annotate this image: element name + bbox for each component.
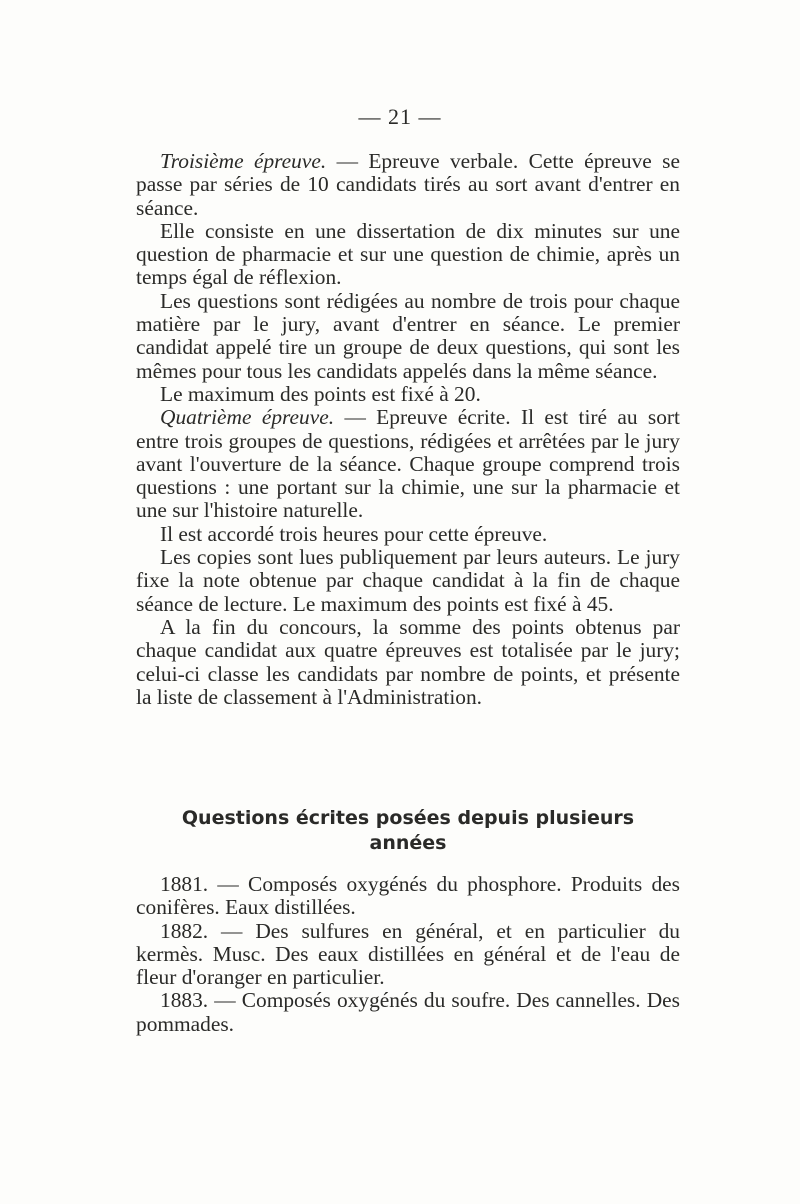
questions-list — [136, 873, 680, 1036]
list-item: 1881. — Composés oxygénés du phosphore. Produits des conifères. Eaux distillées. — [136, 872, 680, 920]
section-title — [136, 806, 680, 856]
page-number: — 21 — — [358, 104, 442, 129]
paragraph — [136, 383, 680, 406]
paragraph-lead: Troisième épreuve. — [160, 149, 327, 173]
paragraph-text: — Epreuve verbale. Cette épreuve se passe par séries de 10 candidats tirés au sort avant d'entrer en séance. — [136, 149, 680, 220]
paragraph-text: — Epreuve écrite. Il est tiré au sort entre trois groupes de questions, rédigées et arrêtées par le jury avant l'ouverture de la séance. Chaque groupe comprend trois questions : une portant sur la chimie, une sur la pharmacie et une sur l'histoire naturelle. — [136, 405, 681, 523]
paragraph — [136, 523, 680, 546]
body-text — [136, 150, 680, 709]
list-item: 1883. — Composés oxygénés du soufre. Des cannelles. Des pommades. — [136, 988, 680, 1036]
paragraph — [136, 220, 680, 290]
paragraph-text: Les copies sont lues publiquement par leurs auteurs. Le jury fixe la note obtenue par chaque candidat à la fin de chaque séance de lecture. Le maximum des points est fixé à 45. — [136, 545, 680, 616]
paragraph-text: Il est accordé trois heures pour cette épreuve. — [160, 521, 548, 546]
paragraph — [136, 150, 680, 220]
paragraph-text: A la fin du concours, la somme des points obtenus par chaque candidat aux quatre épreuves est totalisée par le jury; celui-ci classe les candidats par nombre de points, et présente la liste de classement à l'Administration. — [136, 614, 680, 709]
list-item: 1882. — Des sulfures en général, et en particulier du kermès. Musc. Des eaux distillées en général et de l'eau de fleur d'oranger en particulier. — [136, 918, 680, 990]
paragraph-text: Elle consiste en une dissertation de dix minutes sur une question de pharmacie et sur une question de chimie, après un temps égal de réflexion. — [136, 218, 680, 290]
paragraph-lead: Quatrième épreuve. — [160, 405, 335, 430]
paragraph-text: Les questions sont rédigées au nombre de trois pour chaque matière par le jury, avant d'entrer en séance. Le premier candidat appelé tire un groupe de deux questions, qui sont les mêmes pour tous les candidats appelés dans la même séance. — [136, 288, 680, 383]
paragraph-text: Le maximum des points est fixé à 20. — [160, 381, 481, 406]
paragraph — [136, 546, 680, 616]
paragraph — [136, 616, 680, 709]
paragraph — [136, 290, 680, 383]
section-title-line: années — [369, 832, 447, 854]
section-title-line: Questions écrites posées depuis plusieurs — [181, 807, 635, 829]
paragraph — [136, 406, 680, 522]
